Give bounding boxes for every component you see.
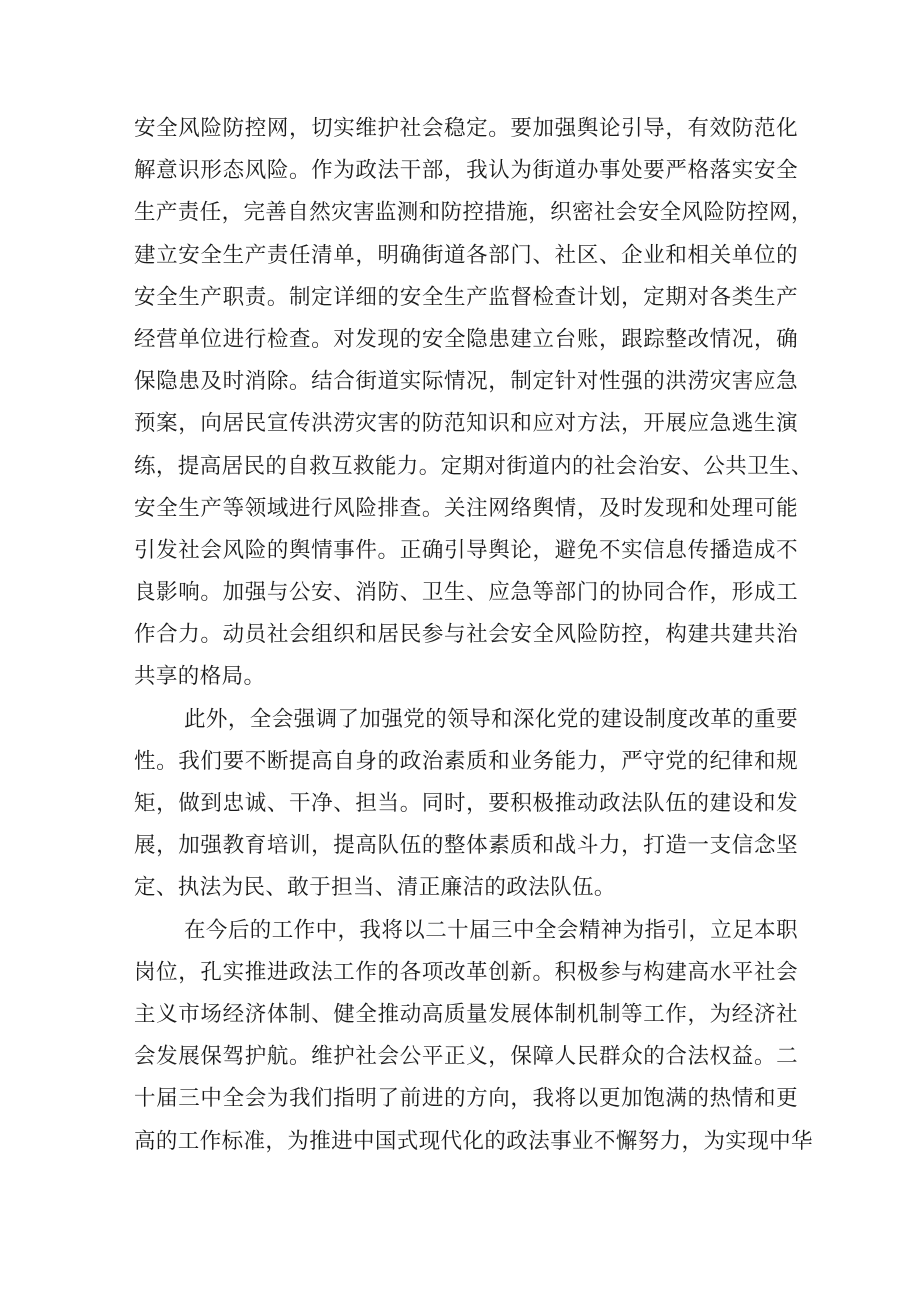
text-line: 此外，全会强调了加强党的领导和深化党的建设制度改革的重要	[184, 706, 798, 732]
text-line: 安全生产职责。制定详细的安全生产监督检查计划，定期对各类生产	[134, 284, 798, 310]
text-line: 会发展保驾护航。维护社会公平正义，保障人民群众的合法权益。二	[134, 1044, 798, 1070]
paragraph	[134, 910, 813, 1163]
text-line: 建立安全生产责任清单，明确街道各部门、社区、企业和相关单位的	[134, 242, 798, 268]
text-line: 岗位，孔实推进政法工作的各项改革创新。积极参与构建高水平社会	[134, 959, 798, 985]
paragraph	[134, 108, 813, 699]
text-line: 矩，做到忠诚、干净、担当。同时，要积极推动政法队伍的建设和发	[134, 791, 798, 816]
text-line: 性。我们要不断提高自身的政治素质和业务能力，严守党的纪律和规	[134, 748, 798, 774]
text-line: 安全生产等领域进行风险排查。关注网络舆情，及时发现和处理可能	[134, 495, 798, 521]
text-line: 共享的格局。	[134, 664, 266, 690]
text-line: 作合力。动员社会组织和居民参与社会安全风险防控，构建共建共治	[134, 622, 798, 648]
text-line: 经营单位进行检查。对发现的安全隐患建立台账，跟踪整改情况，确	[134, 326, 798, 352]
text-line: 定、执法为民、敢于担当、清正廉洁的政法队伍。	[134, 875, 616, 901]
text-line: 十届三中全会为我们指明了前进的方向，我将以更加饱满的热情和更	[134, 1086, 798, 1112]
body-text	[134, 108, 813, 1163]
text-line: 主义市场经济体制、健全推动高质量发展体制机制等工作，为经济社	[134, 1001, 798, 1027]
text-line: 引发社会风险的舆情事件。正确引导舆论，避免不实信息传播造成不	[134, 537, 798, 563]
text-line: 练，提高居民的自救互救能力。定期对街道内的社会治安、公共卫生、	[134, 453, 813, 479]
text-line: 保隐患及时消除。结合街道实际情况，制定针对性强的洪涝灾害应急	[134, 369, 798, 395]
text-line: 高的工作标准，为推进中国式现代化的政法事业不懈努力，为实现中华	[134, 1128, 813, 1154]
text-line: 预案，向居民宣传洪涝灾害的防范知识和应对方法，开展应急逃生演	[134, 411, 798, 437]
text-line: 安全风险防控网，切实维护社会稳定。要加强舆论引导，有效防范化	[134, 116, 798, 141]
text-line: 展，加强教育培训，提高队伍的整体素质和战斗力，打造一支信念坚	[134, 833, 798, 859]
text-line: 生产责任，完善自然灾害监测和防控措施，织密社会安全风险防控网，	[134, 200, 813, 226]
text-line: 在今后的工作中，我将以二十届三中全会精神为指引，立足本职	[184, 917, 798, 943]
paragraph	[134, 699, 798, 910]
text-line: 解意识形态风险。作为政法干部，我认为街道办事处要严格落实安全	[134, 158, 798, 184]
text-line: 良影响。加强与公安、消防、卫生、应急等部门的协同合作，形成工	[134, 580, 798, 606]
